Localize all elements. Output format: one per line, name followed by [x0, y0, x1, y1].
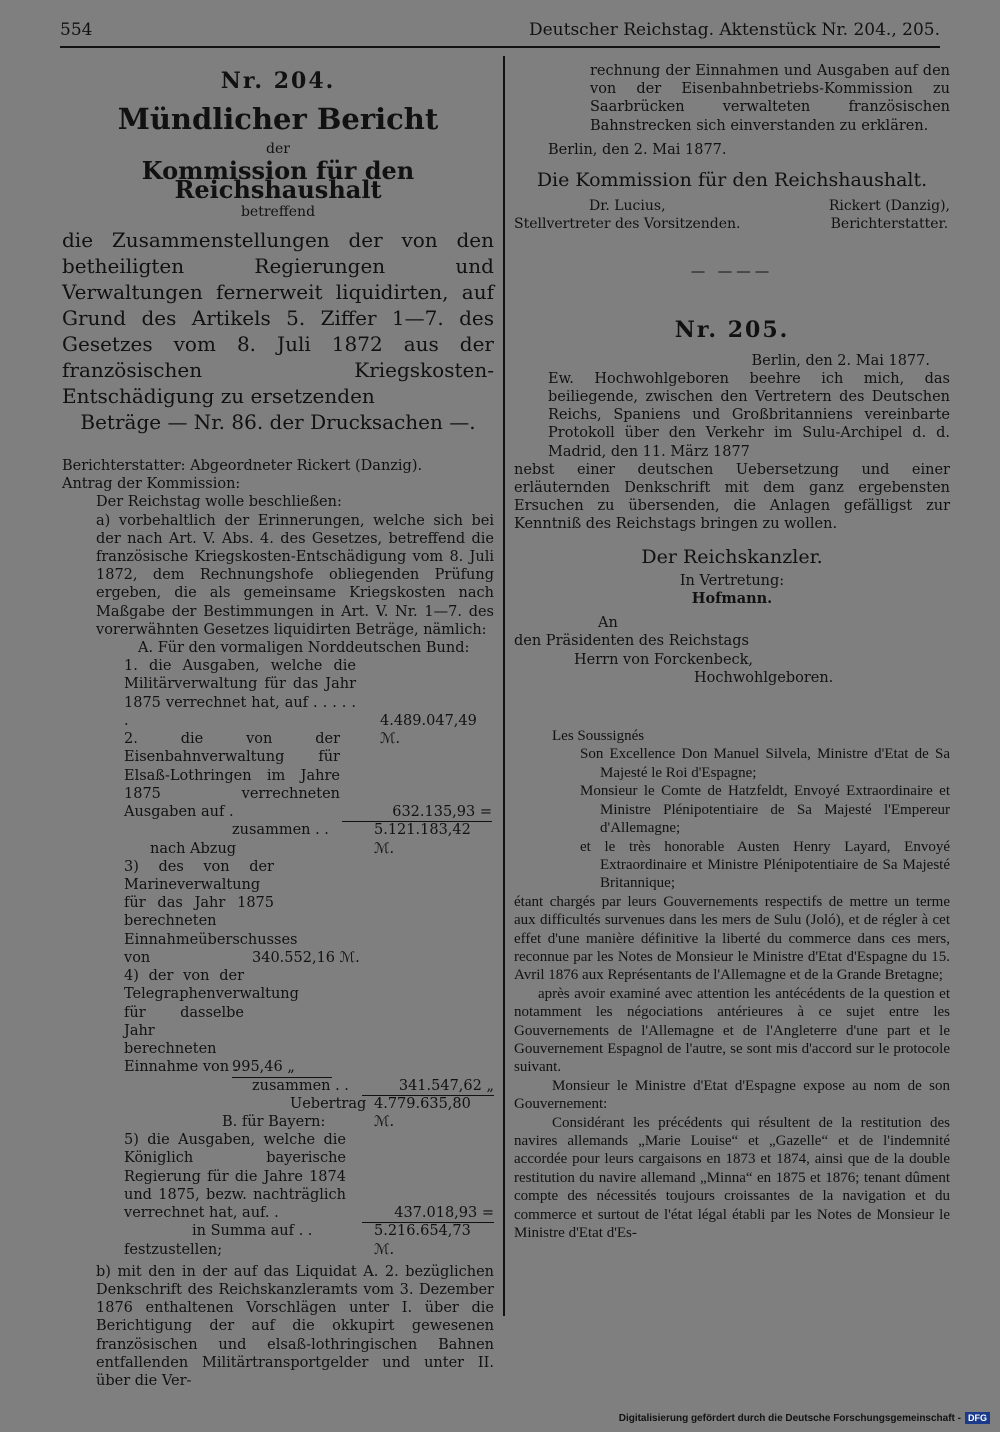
item-2: 2. die von der Eisenbahnverwaltung für Elsaß-Lothringen im Jahre 1875 verrechneten Ausgaben auf . — [124, 731, 340, 821]
date-1: Berlin, den 2. Mai 1877. — [548, 141, 727, 158]
dfg-logo: DFG — [965, 1412, 990, 1424]
header-rule — [60, 46, 940, 48]
item-3: 3) des von der Marineverwaltung für das Jahr 1875 berechneten Einnahmeüberschusses von — [124, 858, 298, 966]
signature-lucius-name: Dr. Lucius, — [588, 198, 666, 215]
item-4-amount: 995,46 „ — [232, 1058, 332, 1077]
summa-label: in Summa auf . . — [192, 1223, 313, 1240]
signatory-layard: et le très honorable Austen Henry Layard, Envoyé Extraordinaire et Ministre Plénipotentiaire de Sa Majesté Britannique; — [580, 838, 950, 892]
signature-lucius-role: Stellvertreter des Vorsitzenden. — [514, 216, 741, 233]
report-subject-last: Beträge — Nr. 86. der Drucksachen —. — [80, 410, 476, 435]
letter-text: Ew. Hochwohlgeboren beehre ich mich, das beiliegende, zwischen den Vertretern des Deutschen Reichs, Spaniens und Großbritanniens vereinbarte Protokoll über den Verkehr im Sulu-Archipel d. d. Madrid, den 11. März 1877 — [548, 370, 950, 460]
item-1-amount: 4.489.047,49 ℳ. — [380, 713, 477, 748]
column-divider — [503, 56, 505, 1316]
letter-text-2: nebst einer deutschen Uebersetzung und einer erläuternden Denkschrift mit dem ganz ergebensten Ersuchen zu übersenden, die Anlagen gefälligst zur Kenntniß des Reichstags bringen zu wollen. — [514, 461, 950, 533]
paragraph-a: a) vorbehaltlich der Erinnerungen, welche sich bei der nach Art. V. Abs. 4. des Gesetzes, betreffend die französische Kriegskosten-Entschädigung vom 8. Juli 1872, dem Rechnungshofe obliegenden Prüfung ergeben, die als gemeinsame Kriegskosten nach Maßgabe der Bestimmungen in Art. V. Nr. 1—7. des vorerwähnten Gesetzes liquidirten Beträge, nämlich: — [96, 512, 494, 638]
commission-signature-title: Die Kommission für den Reichshaushalt. — [536, 169, 928, 192]
festzustellen: festzustellen; — [124, 1241, 223, 1258]
protocol-para-2: après avoir examiné avec attention les antécédents de la question et notamment les négociations antérieures à ce sujet entre les Gouvernements de l'Allemagne et de l'Angleterre d'une part et le Gouvernement Espagnol de l'autre, se sont mis d'accord sur le protocole suivant. — [514, 985, 950, 1076]
item-2-amount: 632.135,93 = — [342, 803, 492, 822]
nach-abzug: nach Abzug — [150, 840, 237, 857]
zusammen-1-label: zusammen . . — [232, 822, 329, 839]
left-column — [62, 62, 494, 1390]
signatory-silvela: Son Excellence Don Manuel Silvela, Ministre d'Etat de Sa Majesté le Roi d'Espagne; — [580, 746, 950, 781]
item-4: 4) der von der Telegraphenverwaltung für dasselbe Jahr berechneten Einnahme von . — [124, 968, 299, 1076]
right-column — [514, 62, 950, 1242]
footer-text: Digitalisierung gefördert durch die Deutsche Forschungsgemeinschaft - — [618, 1412, 961, 1424]
document-number: Nr. 204. — [220, 68, 336, 94]
protocol-para-3: Monsieur le Ministre d'Etat d'Espagne expose au nom de son Gouvernement: — [514, 1077, 950, 1113]
digitization-footer — [619, 1412, 990, 1424]
zusammen-2-amount: 341.547,62 „ — [362, 1077, 494, 1096]
document-number-205: Nr. 205. — [674, 317, 790, 344]
item-5: 5) die Ausgaben, welche die Königlich bayerische Regierung für die Jahre 1874 und 1875, bezw. nachträglich verrechnet hat, auf. . — [124, 1132, 346, 1222]
signatures — [514, 197, 950, 233]
protocol-para-4: Considérant les précédents qui résultent de la restitution des navires allemands „Marie Louise“ et „Gazelle“ et de l'indemnité accordée pour leurs cargaisons en 1873 et 1874, ainsi que de la double restitution du navire allemand „Minna“ en 1875 et 1876; tenant dûment compte des nécessités toujours croissantes de la navigation et du commerce et surtout de l'état légal établi par les Notes de Monsieur le Ministre d'Etat d'Es- — [514, 1114, 950, 1242]
amounts-block — [62, 657, 494, 1259]
signature-rickert-name: Rickert (Danzig), — [828, 198, 950, 215]
item-3-amount: 340.552,16 ℳ. — [252, 950, 360, 967]
page-number: 554 — [60, 20, 93, 40]
signature-lucius — [514, 197, 741, 233]
section-a-heading: A. Für den vormaligen Norddeutschen Bund: — [138, 640, 470, 657]
soussignes: Les Soussignés — [552, 728, 645, 745]
commission-title: Kommission für den Reichshaushalt — [141, 156, 415, 204]
addressee: den Präsidenten des Reichstags — [514, 633, 749, 650]
paragraph-b-continuation: rechnung der Einnahmen und Ausgaben auf den von der Eisenbahnbetriebs-Kommission zu Saarbrücken verwalteten französischen Bahnstrecken sich einverstanden zu erklären. — [590, 63, 950, 134]
paragraph-b: b) mit den in der auf das Liquidat A. 2. bezüglichen Denkschrift des Reichskanzleramts vom 3. Dezember 1876 enthaltenen Vorschlägen unter I. über die Berichtigung der auf die okkupirt gewesenen französischen und elsaß-lothringischen Bahnen entfallenden Militärtransportgelder und unter II. über die Ver- — [96, 1263, 494, 1389]
uebertrag-amount: 4.779.635,80 ℳ. — [374, 1095, 471, 1131]
der-label: der — [266, 141, 290, 158]
in-vertretung: In Vertretung: — [679, 572, 785, 589]
addressee-title: Hochwohlgeboren. — [694, 669, 834, 686]
protocol-para-1: étant chargés par leurs Gouvernements respectifs de mettre un terme aux difficultés survenues dans les mers de Sulu (Joló), et de régler à cet effet d'une manière définitive la liberté du commerce dans ces mers, reconnue par les Notes de Monsieur le Ministre d'Etat d'Espagne du 15. Avril 1876 aux Représentants de l'Allemagne et de la Grande Bretagne; — [514, 893, 950, 984]
page-header — [60, 20, 940, 48]
date-2: Berlin, den 2. Mai 1877. — [751, 352, 930, 369]
summa-amount: 5.216.654,73 ℳ. — [374, 1223, 471, 1258]
section-b-heading: B. für Bayern: — [222, 1114, 326, 1131]
protocol-french — [514, 727, 950, 1242]
section-separator: — ——— — [690, 264, 774, 281]
zusammen-1-amount: 5.121.183,42 ℳ. — [374, 822, 471, 857]
reichskanzler-title: Der Reichskanzler. — [641, 545, 823, 568]
signature-hofmann: Hofmann. — [691, 590, 773, 608]
an-label: An — [598, 615, 618, 632]
betreffend-label: betreffend — [240, 203, 316, 220]
zusammen-2-label: zusammen . . — [252, 1077, 349, 1094]
item-5-amount: 437.018,93 = — [362, 1204, 494, 1223]
antrag-label: Antrag der Kommission: — [62, 476, 241, 493]
signature-rickert-role: Berichterstatter. — [830, 216, 949, 233]
signature-rickert — [829, 197, 950, 233]
berichterstatter: Berichterstatter: Abgeordneter Rickert (Danzig). — [62, 458, 423, 475]
report-title: Mündlicher Bericht — [117, 102, 439, 137]
addressee-name: Herrn von Forckenbeck, — [574, 651, 754, 668]
item-1: 1. die Ausgaben, welche die Militärverwaltung für das Jahr 1875 verrechnet hat, auf . . . . . . — [124, 658, 356, 729]
reichstag-resolution: Der Reichstag wolle beschließen: — [96, 494, 342, 511]
report-subject: die Zusammenstellungen der von den betheiligten Regierungen und Verwaltungen fernerweit liquidirten, auf Grund des Artikels 5. Ziffer 1—7. des Gesetzes vom 8. Juli 1872 aus der französischen Kriegskosten-Entschädigung zu ersetzenden — [62, 228, 494, 409]
signatory-hatzfeldt: Monsieur le Comte de Hatzfeldt, Envoyé Extraordinaire et Ministre Plénipotentiaire de Sa Majesté l'Empereur d'Allemagne; — [580, 783, 950, 837]
running-title: Deutscher Reichstag. Aktenstück Nr. 204., 205. — [528, 20, 940, 40]
uebertrag-label: Uebertrag — [290, 1095, 367, 1112]
